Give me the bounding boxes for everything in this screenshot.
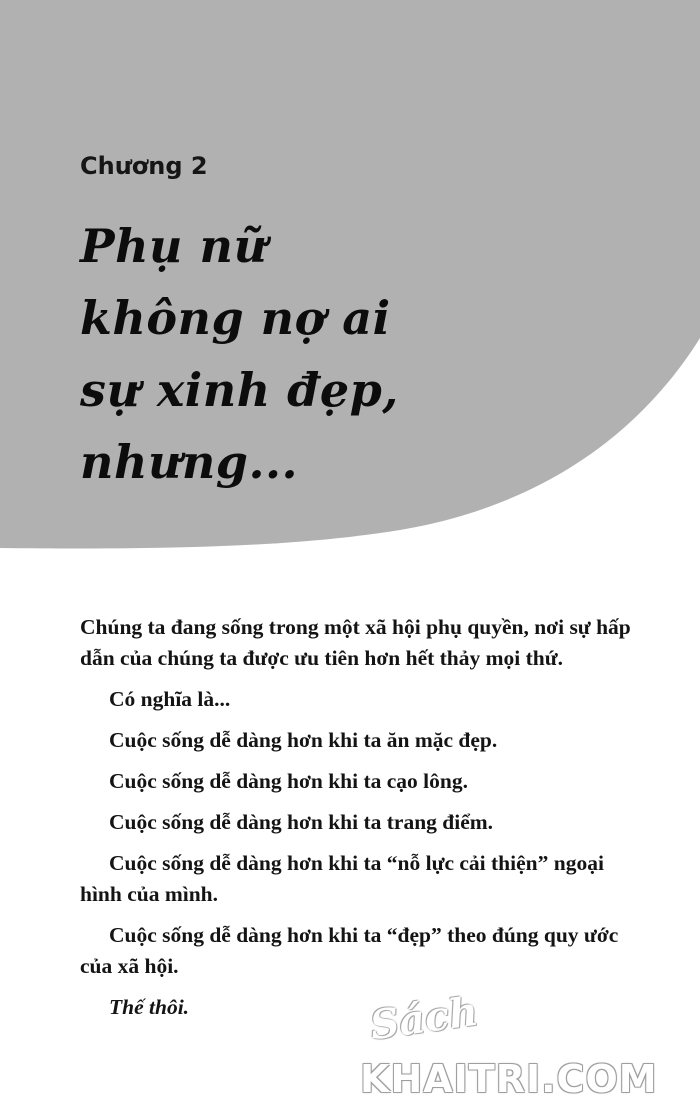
- watermark-brand: KHAITRI.COM: [360, 1057, 658, 1101]
- paragraph-intro: Chúng ta đang sống trong một xã hội phụ quyền, nơi sự hấp dẫn của chúng ta được ưu tiên hơn hết thảy mọi thứ.: [80, 615, 631, 670]
- paragraph: Cuộc sống dễ dàng hơn khi ta cạo lông.: [109, 769, 468, 793]
- title-line-3: sự xinh đẹp,: [80, 363, 399, 417]
- watermark-script: Sách: [367, 987, 481, 1050]
- paragraph: Cuộc sống dễ dàng hơn khi ta “đẹp” theo đúng quy ước của xã hội.: [80, 923, 619, 978]
- paragraph: Cuộc sống dễ dàng hơn khi ta trang điểm.: [109, 810, 494, 834]
- title-line-2: không nợ ai: [80, 291, 391, 345]
- chapter-label: Chương 2: [80, 152, 208, 180]
- title-line-1: Phụ nữ: [80, 219, 268, 273]
- chapter-title: [80, 210, 640, 498]
- watermark-logo: [360, 987, 690, 1110]
- title-line-4: nhưng...: [80, 435, 298, 489]
- paragraph-closing: Thế thôi.: [109, 995, 190, 1019]
- paragraph: Cuộc sống dễ dàng hơn khi ta ăn mặc đẹp.: [109, 728, 498, 752]
- body-text: [80, 612, 640, 1033]
- paragraph: Có nghĩa là...: [109, 687, 231, 711]
- paragraph: Cuộc sống dễ dàng hơn khi ta “nỗ lực cải thiện” ngoại hình của mình.: [80, 851, 604, 906]
